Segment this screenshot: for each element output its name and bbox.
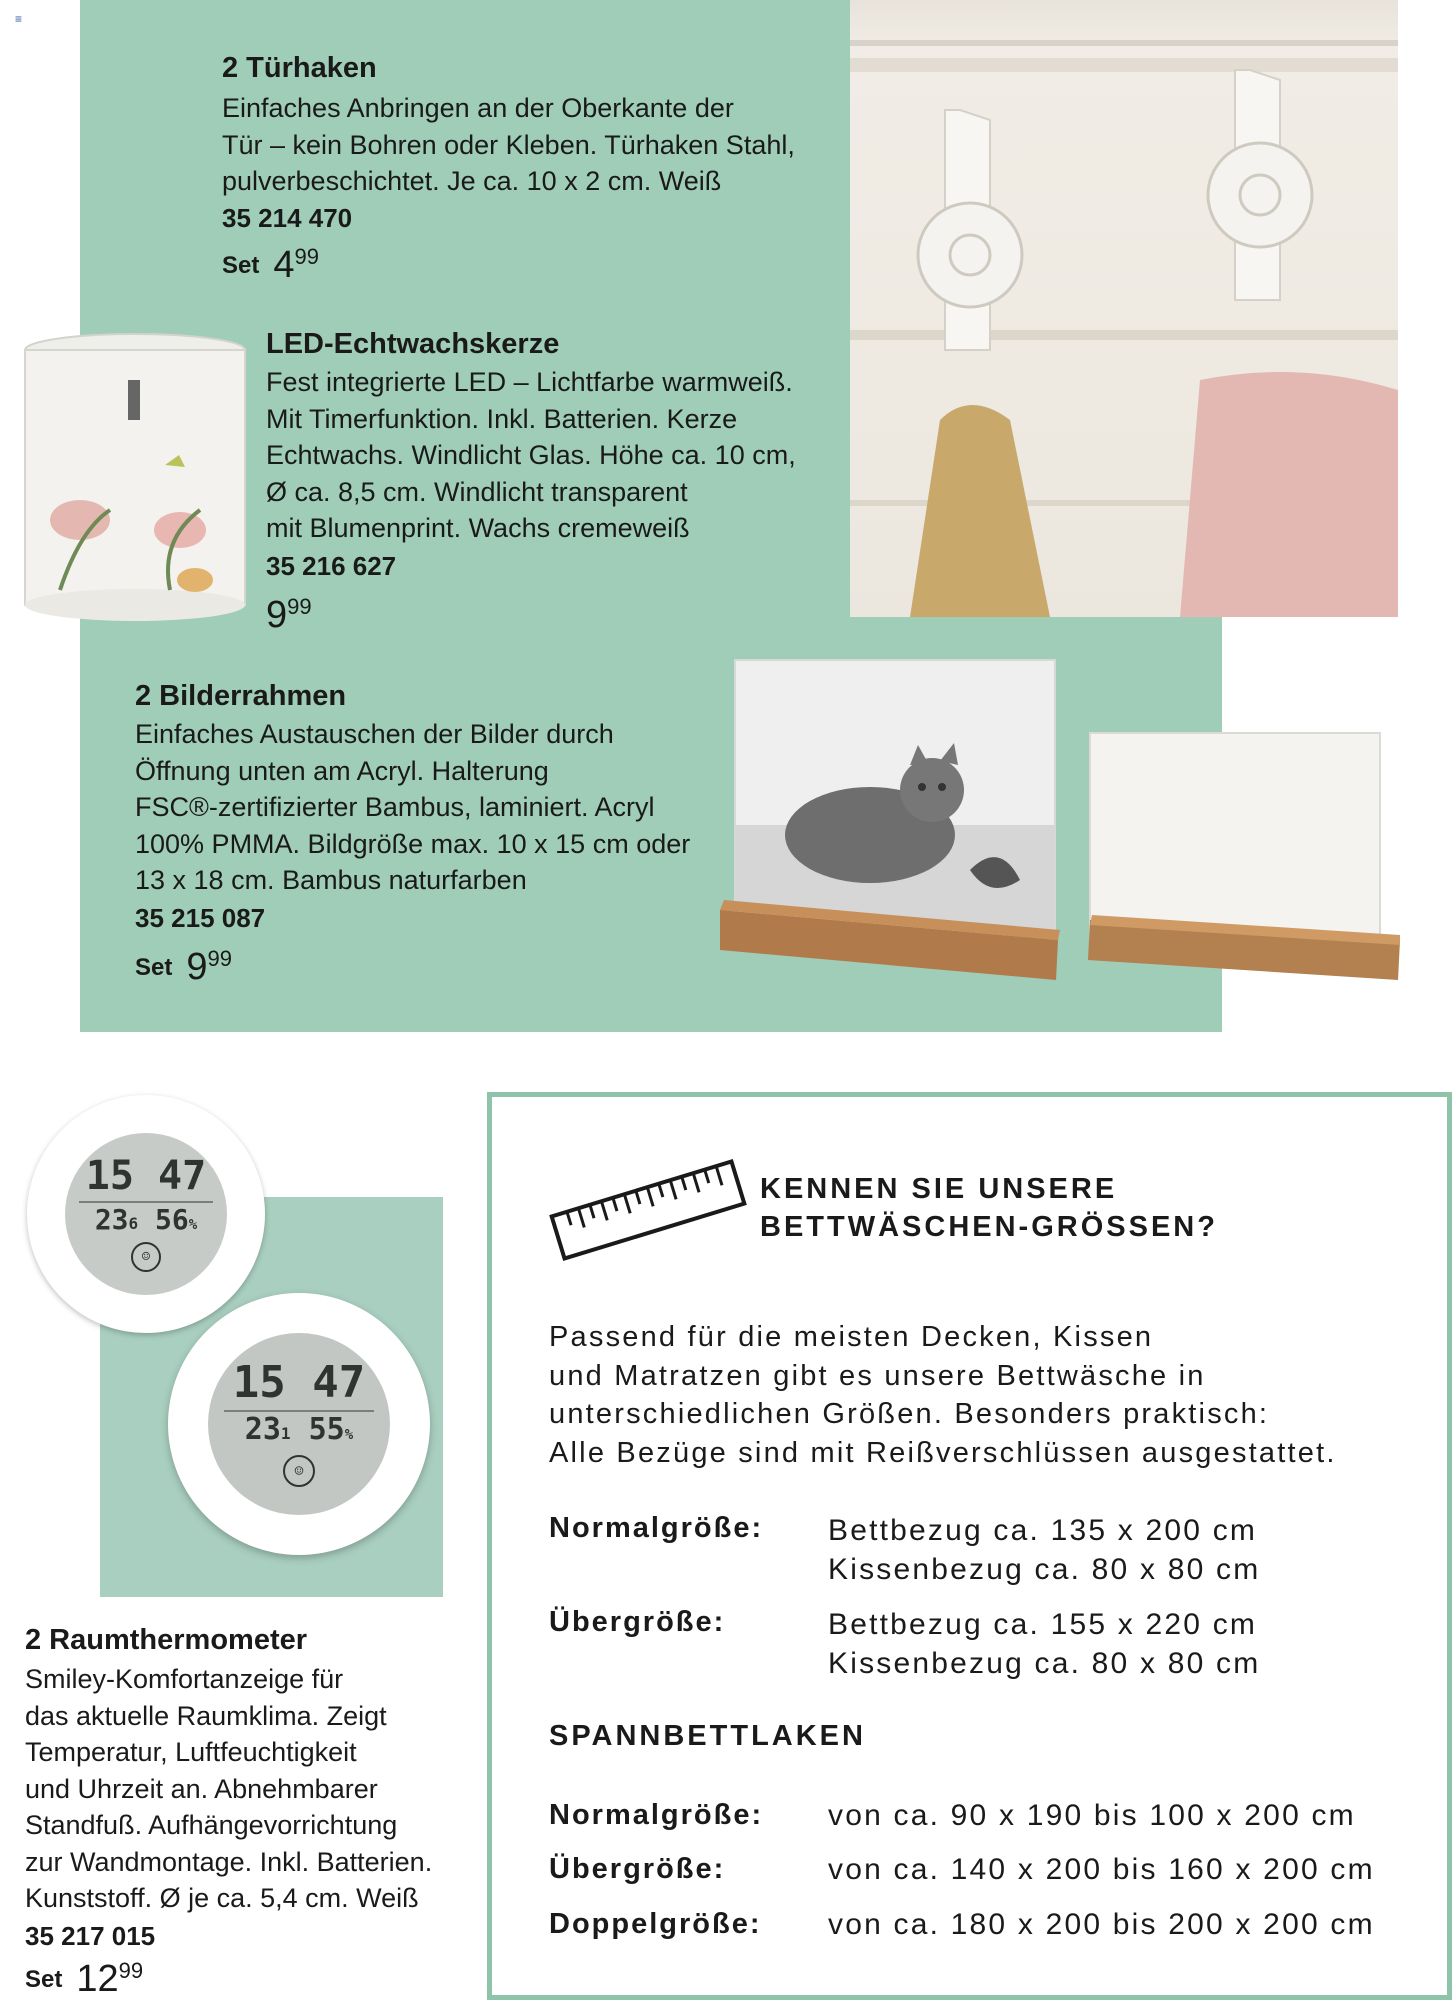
sizes-intro [549, 1318, 1337, 1472]
desc-line: Standfuß. Aufhängevorrichtung [25, 1810, 398, 1840]
display-humidity: 56 [155, 1203, 189, 1236]
bilderrahmen-title: 2 Bilderrahmen [135, 680, 347, 712]
price-integer: 9 [266, 594, 288, 636]
desc-line: mit Blumenprint. Wachs cremeweiß [266, 513, 690, 543]
price-integer: 4 [273, 244, 295, 286]
desc-line: und Uhrzeit an. Abnehmbarer [25, 1773, 378, 1804]
price-decimal: 99 [287, 594, 312, 619]
turhaken-price [222, 246, 319, 284]
turhaken-title: 2 Türhaken [222, 52, 377, 84]
bilderrahmen-desc [135, 716, 690, 899]
display-temp: 23 [94, 1203, 129, 1236]
display-unit: % [344, 1427, 354, 1443]
thermometer-1 [27, 1095, 265, 1333]
thermometer-price [25, 1960, 143, 1998]
thermometer-title: 2 Raumthermometer [25, 1624, 308, 1656]
smiley-icon: ☺ [283, 1455, 315, 1487]
intro-line: Passend für die meisten Decken, Kissen [549, 1321, 1154, 1353]
display-unit: % [188, 1217, 198, 1233]
desc-line: pulverbeschichtet. Je ca. 10 x 2 cm. Weiß [222, 166, 722, 196]
thermometer-2 [168, 1293, 430, 1555]
thermometer-1-screen [65, 1133, 227, 1295]
candle-photo [20, 330, 250, 625]
smiley-icon: ☺ [131, 1242, 161, 1272]
bilderrahmen-article-number: 35 215 087 [135, 903, 266, 933]
desc-line: Kunststoff. Ø je ca. 5,4 cm. Weiß [25, 1883, 419, 1913]
intro-line: unterschiedlichen Größen. Besonders praktisch: [549, 1398, 1270, 1430]
kerze-desc [266, 364, 796, 547]
price-prefix: Set [222, 252, 260, 279]
desc-line: das aktuelle Raumklima. Zeigt [25, 1700, 387, 1731]
desc-line: Ø ca. 8,5 cm. Windlicht transparent [266, 476, 688, 507]
price-decimal: 99 [207, 946, 232, 971]
thermometer-desc [25, 1661, 432, 1917]
desc-line: Öffnung unten am Acryl. Halterung [135, 755, 549, 786]
desc-line: Echtwachs. Windlicht Glas. Höhe ca. 10 cm, [266, 440, 796, 470]
fitted-double-value: von ca. 180 x 200 bis 200 x 200 cm [828, 1908, 1375, 1941]
door-hooks-photo [850, 0, 1398, 617]
turhaken-desc [222, 90, 795, 200]
thermometer-article-number: 35 217 015 [25, 1921, 156, 1951]
display-time: 15 47 [232, 1357, 366, 1408]
intro-line: Alle Bezüge sind mit Reißverschlüssen ausgestattet. [549, 1436, 1337, 1469]
desc-line: zur Wandmontage. Inkl. Batterien. [25, 1846, 433, 1877]
price-prefix: Set [25, 1966, 63, 1993]
fitted-normal-label: Normalgröße: [549, 1799, 764, 1831]
size-value: Bettbezug ca. 155 x 220 cm [828, 1608, 1258, 1641]
display-humidity: 55 [308, 1412, 345, 1447]
fitted-oversize-label: Übergröße: [549, 1853, 726, 1885]
fitted-double-label: Doppelgröße: [549, 1908, 762, 1940]
price-integer: 9 [186, 946, 208, 988]
size-value: Bettbezug ca. 135 x 200 cm [828, 1514, 1258, 1547]
intro-line: und Matratzen gibt es unsere Bettwäsche in [549, 1359, 1206, 1392]
desc-line: Temperatur, Luftfeuchtigkeit [25, 1737, 357, 1767]
normal-size-label: Normalgröße: [549, 1512, 764, 1544]
desc-line: Einfaches Anbringen an der Oberkante der [222, 93, 734, 123]
oversize-label: Übergröße: [549, 1606, 726, 1638]
door-hooks-illustration [850, 0, 1398, 617]
thermometer-2-screen [208, 1333, 390, 1515]
fitted-oversize-value: von ca. 140 x 200 bis 160 x 200 cm [828, 1853, 1375, 1886]
desc-line: Einfaches Austauschen der Bilder durch [135, 719, 614, 749]
price-decimal: 99 [294, 244, 319, 269]
kerze-title: LED-Echtwachskerze [266, 328, 560, 360]
size-value: Kissenbezug ca. 80 x 80 cm [828, 1646, 1261, 1680]
heading-line: BETTWÄSCHEN-GRÖSSEN? [760, 1211, 1218, 1243]
desc-line: FSC®-zertifizierter Bambus, laminiert. Acryl [135, 792, 655, 822]
display-temp-decimal: 6 [128, 1214, 139, 1233]
display-time: 15 47 [85, 1153, 207, 1199]
display-temp-humidity [224, 1410, 374, 1447]
desc-line: Tür – kein Bohren oder Kleben. Türhaken Stahl, [222, 129, 795, 160]
kerze-article-number: 35 216 627 [266, 551, 397, 581]
corner-mark: ≡ [15, 12, 23, 26]
normal-size-values [828, 1512, 1260, 1589]
picture-frames-photo [720, 655, 1400, 1000]
bilderrahmen-price [135, 948, 232, 986]
price-prefix: Set [135, 954, 173, 981]
fitted-normal-value: von ca. 90 x 190 bis 100 x 200 cm [828, 1799, 1356, 1832]
desc-line: Fest integrierte LED – Lichtfarbe warmweiß. [266, 367, 793, 397]
turhaken-article-number: 35 214 470 [222, 203, 353, 233]
desc-line: Mit Timerfunktion. Inkl. Batterien. Kerze [266, 403, 738, 434]
price-decimal: 99 [118, 1958, 144, 1983]
display-temp: 23 [244, 1412, 281, 1447]
size-value: Kissenbezug ca. 80 x 80 cm [828, 1552, 1261, 1586]
display-temp-humidity [79, 1201, 213, 1236]
display-temp-decimal: 1 [280, 1424, 291, 1443]
price-integer: 12 [76, 1958, 119, 2000]
kerze-price [266, 596, 312, 634]
sizes-heading [760, 1170, 1218, 1246]
desc-line: 100% PMMA. Bildgröße max. 10 x 15 cm oder [135, 828, 691, 859]
ruler-icon [548, 1150, 748, 1275]
desc-line: 13 x 18 cm. Bambus naturfarben [135, 865, 527, 895]
oversize-values [828, 1606, 1260, 1683]
desc-line: Smiley-Komfortanzeige für [25, 1664, 344, 1694]
fitted-sheet-heading: SPANNBETTLAKEN [549, 1720, 866, 1752]
heading-line: KENNEN SIE UNSERE [760, 1173, 1118, 1205]
